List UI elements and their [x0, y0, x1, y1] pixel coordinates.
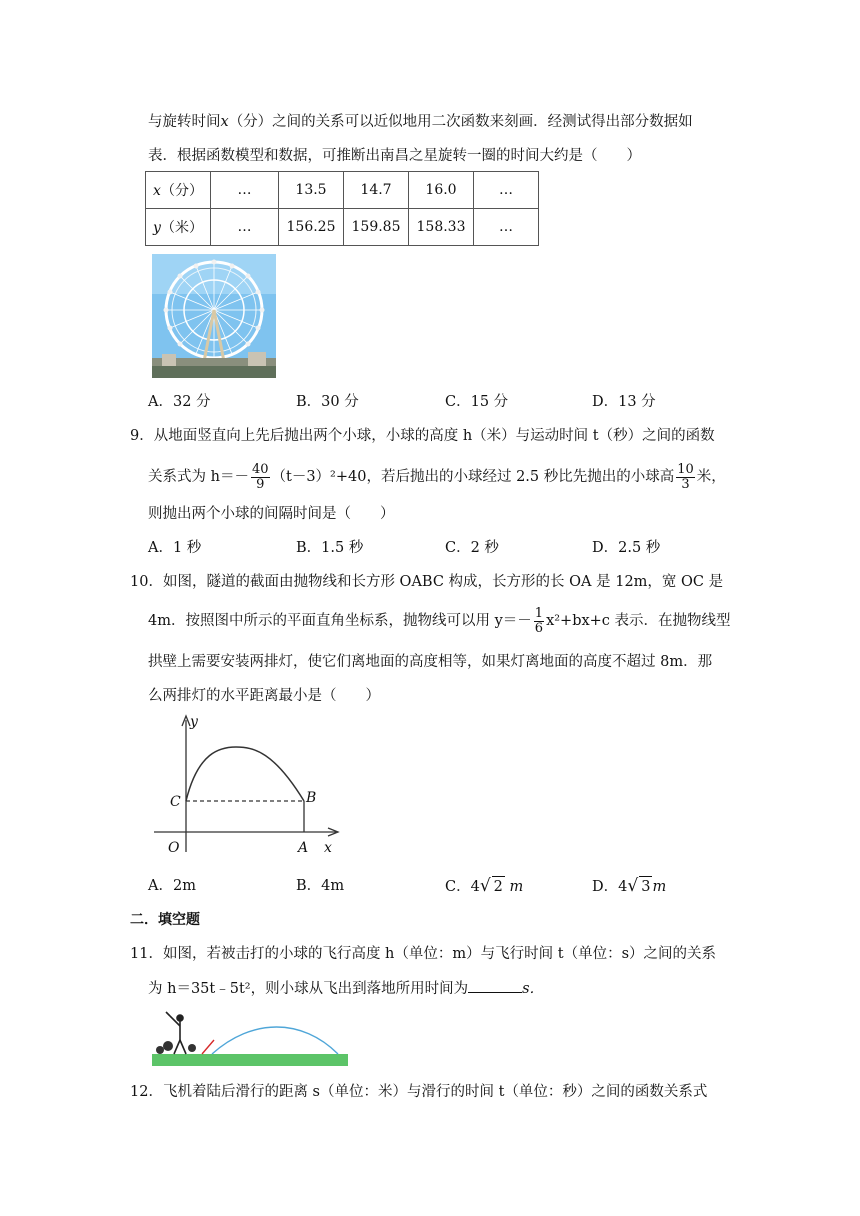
q9-fraction-2: $\frac{10}{3}$ — [677, 461, 694, 492]
q9-line2: 关系式为 h＝－ $\frac{40}{9}$ （t－3）²+40，若后抛出的小球经过 2.5 秒比先抛出的小球高 $\frac{10}{3}$ 米， — [148, 461, 726, 492]
ball-trajectory — [212, 1027, 338, 1054]
label-o: O — [168, 840, 180, 856]
parabola-arch — [186, 747, 304, 801]
q9-option-d: D．2.5 秒 — [592, 540, 661, 556]
q8-option-b: B．30 分 — [296, 394, 359, 410]
q10-option-a: A．2m — [148, 878, 196, 894]
q9-line3: 则抛出两个小球的间隔时间是（ ） — [148, 506, 395, 522]
answer-blank[interactable] — [468, 978, 522, 993]
table-row-label: x（分） — [146, 172, 211, 209]
section-heading: 二．填空题 — [130, 912, 200, 928]
table-cell: … — [211, 172, 279, 209]
table-cell: 158.33 — [409, 209, 474, 246]
label-a: A — [298, 840, 309, 856]
q9-option-b: B．1.5 秒 — [296, 540, 364, 556]
q10-option-d: D．4√ 3 m — [592, 876, 667, 896]
q8-line2: 表．根据函数模型和数据，可推断出南昌之星旋转一圈的时间大约是（ ） — [148, 148, 641, 164]
table-cell: 16.0 — [409, 172, 474, 209]
table-row-label: y（米） — [146, 209, 211, 246]
table-cell: … — [474, 172, 539, 209]
q8-option-a: A．32 分 — [148, 394, 211, 410]
q10-line1: 10．如图，隧道的截面由抛物线和长方形 OABC 构成，长方形的长 OA 是 12m，宽 OC 是 — [130, 574, 724, 590]
q8-data-table — [145, 171, 539, 246]
hit-arrow — [202, 1040, 214, 1054]
q9-option-c: C．2 秒 — [445, 540, 499, 556]
golf-illustration — [152, 1010, 348, 1066]
table-cell: 159.85 — [344, 209, 409, 246]
q11-line1: 11．如图，若被击打的小球的飞行高度 h（单位：m）与飞行时间 t（单位：s）之间的关系 — [130, 946, 717, 962]
table-row — [146, 172, 539, 209]
ferris-wheel-photo — [152, 254, 276, 378]
label-c: C — [170, 794, 181, 810]
q9-option-a: A．1 秒 — [148, 540, 202, 556]
table-cell: 13.5 — [279, 172, 344, 209]
q11-line2: 为 h＝35t﹣5t²，则小球从飞出到落地所用时间为 s． — [148, 978, 544, 999]
label-y: y — [190, 714, 198, 730]
table-row — [146, 209, 539, 246]
table-cell: … — [211, 209, 279, 246]
tunnel-diagram — [150, 712, 350, 862]
q12-line1: 12．飞机着陆后滑行的距离 s（单位：米）与滑行的时间 t（单位：秒）之间的函数关系式 — [130, 1084, 708, 1100]
table-cell: 156.25 — [279, 209, 344, 246]
q10-fraction: $\frac{1}{6}$ — [534, 605, 544, 636]
label-x: x — [324, 840, 332, 856]
q8-option-d: D．13 分 — [592, 394, 656, 410]
q10-line2: 4m．按照图中所示的平面直角坐标系，抛物线可以用 y＝－ $\frac{1}{6}$ x²+bx+c 表示．在抛物线型 — [148, 605, 731, 636]
q9-line1: 9．从地面竖直向上先后抛出两个小球，小球的高度 h（米）与运动时间 t（秒）之间的函数 — [130, 428, 715, 444]
q10-line4: 么两排灯的水平距离最小是（ ） — [148, 688, 380, 704]
table-cell: 14.7 — [344, 172, 409, 209]
table-cell: … — [474, 209, 539, 246]
q8-option-c: C．15 分 — [445, 394, 509, 410]
label-b: B — [306, 790, 317, 806]
q10-option-c: C．4√ 2 m — [445, 876, 524, 896]
q9-fraction-1: $\frac{40}{9}$ — [251, 461, 269, 492]
q10-option-b: B．4m — [296, 878, 345, 894]
q10-line3: 拱壁上需要安装两排灯，使它们离地面的高度相等，如果灯离地面的高度不超过 8m．那 — [148, 654, 713, 670]
q8-line1: 与旋转时间x（分）之间的关系可以近似地用二次函数来刻画．经测试得出部分数据如 — [148, 114, 693, 130]
